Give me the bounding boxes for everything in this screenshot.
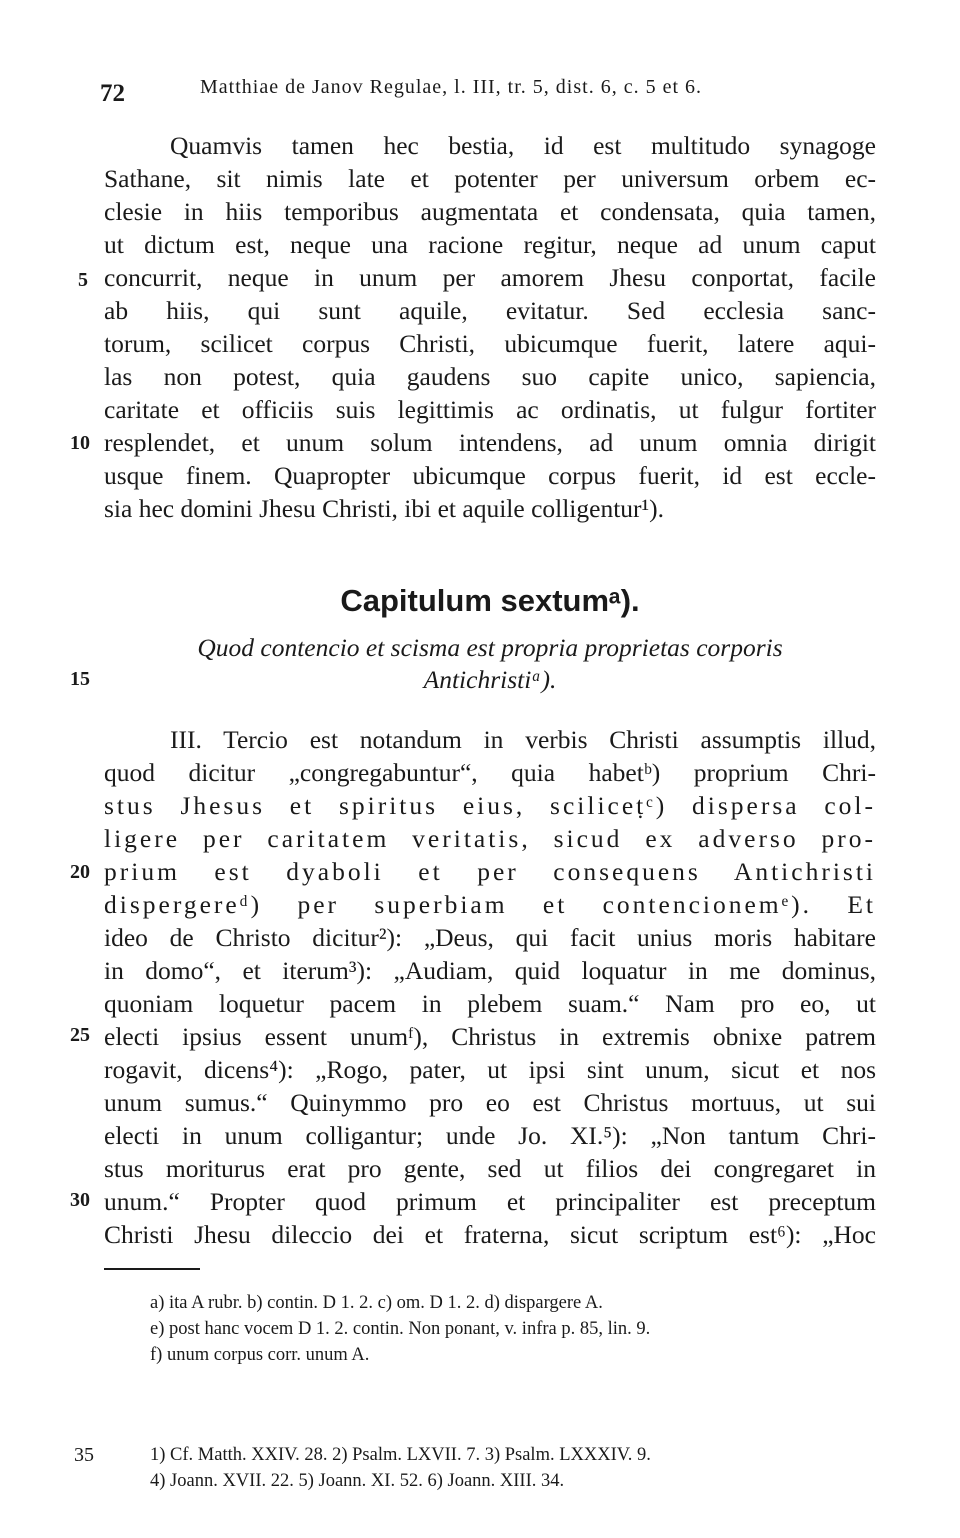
line-number: 20 [70, 861, 90, 883]
footnote-line: a) ita A rubr. b) contin. D 1. 2. c) om. D 1. 2. d) dispargere A. [150, 1293, 603, 1313]
text-line: unum.“ Propter quod primum et principaliter est preceptum [104, 1187, 876, 1216]
line-number: 25 [70, 1024, 90, 1046]
text-line: quod dicitur „congregabuntur“, quia habetᵇ) proprium Chri- [104, 758, 876, 787]
text-line: ut dictum est, neque una racione regitur, neque ad unum caput [104, 230, 876, 259]
text-line: rogavit, dicens⁴): „Rogo, pater, ut ipsi sint unum, sicut et nos [104, 1055, 876, 1084]
line-number: 30 [70, 1189, 90, 1211]
text-line: prium est dyaboli et per consequens Antichristi [104, 857, 876, 886]
chapter-title: Capitulum sextumᵃ). [340, 583, 640, 618]
text-line: caritate et officiis suis legittimis ac ordinatis, ut fulgur fortiter [104, 395, 876, 424]
footnote-line: 4) Joann. XVII. 22. 5) Joann. XI. 52. 6) Joann. XIII. 34. [150, 1471, 565, 1491]
text-line: clesie in hiis temporibus augmentata et condensata, quia tamen, [104, 197, 876, 226]
text-line: ab hiis, qui sunt aquile, evitatur. Sed ecclesia sanc- [104, 296, 876, 325]
line-number: 35 [74, 1444, 94, 1466]
text-line: Quamvis tamen hec bestia, id est multitudo synagoge [170, 131, 876, 160]
text-line: ideo de Christo dicitur²): „Deus, qui facit unius moris habitare [104, 923, 876, 952]
text-line: stus moriturus erat pro gente, sed ut filios dei congregaret in [104, 1154, 876, 1183]
text-line: las non potest, quia gaudens suo capite unico, sapiencia, [104, 362, 876, 391]
text-line: in domo“, et iterum³): „Audiam, quid loquatur in me dominus, [104, 956, 876, 985]
footnote-rule [104, 1268, 200, 1270]
text-line: quoniam loquetur pacem in plebem suam.“ Nam pro eo, ut [104, 989, 876, 1018]
text-line: unum sumus.“ Quinymmo pro eo est Christus mortuus, ut sui [104, 1088, 876, 1117]
text-line: concurrit, neque in unum per amorem Jhesu conportat, facile [104, 263, 876, 292]
footnote-line: 1) Cf. Matth. XXIV. 28. 2) Psalm. LXVII. 7. 3) Psalm. LXXXIV. 9. [150, 1445, 651, 1465]
text-line: dispergereᵈ) per superbiam et contencionemᵉ). Et [104, 890, 876, 919]
text-line: Christi Jhesu dileccio dei et fraterna, sicut scriptum est⁶): „Hoc [104, 1220, 876, 1249]
text-line: sia hec domini Jhesu Christi, ibi et aquile colligentur¹). [104, 494, 665, 523]
line-number: 15 [70, 668, 90, 690]
footnote-line: e) post hanc vocem D 1. 2. contin. Non ponant, v. infra p. 85, lin. 9. [150, 1319, 651, 1339]
text-line: stus Jhesus et spiritus eius, sciliceṭᶜ) dispersa col- [104, 791, 876, 820]
running-title: Matthiae de Janov Regulae, l. III, tr. 5, dist. 6, c. 5 et 6. [200, 76, 703, 98]
footnote-line: f) unum corpus corr. unum A. [150, 1345, 370, 1365]
line-number: 5 [78, 269, 88, 291]
text-line: III. Tercio est notandum in verbis Christi assumptis illud, [170, 725, 876, 754]
chapter-subtitle: Quod contencio et scisma est propria proprietas corporis [197, 633, 783, 662]
text-line: torum, scilicet corpus Christi, ubicumque fuerit, latere aqui- [104, 329, 876, 358]
text-line: resplendet, et unum solum intendens, ad unum omnia dirigit [104, 428, 876, 457]
text-line: electi ipsius essent unumᶠ), Christus in extremis obnixe patrem [104, 1022, 876, 1051]
chapter-subtitle: Antichristiᵃ). [423, 665, 557, 694]
text-line: Sathane, sit nimis late et potenter per universum orbem ec- [104, 164, 876, 193]
line-number: 10 [70, 432, 90, 454]
page-number: 72 [100, 80, 125, 107]
running-head [100, 74, 880, 107]
text-line: ligere per caritatem veritatis, sicud ex adverso pro- [104, 824, 876, 853]
text-line: usque finem. Quapropter ubicumque corpus fuerit, id est eccle- [104, 461, 876, 490]
text-line: electi in unum colligantur; unde Jo. XI.⁵): „Non tantum Chri- [104, 1121, 876, 1150]
